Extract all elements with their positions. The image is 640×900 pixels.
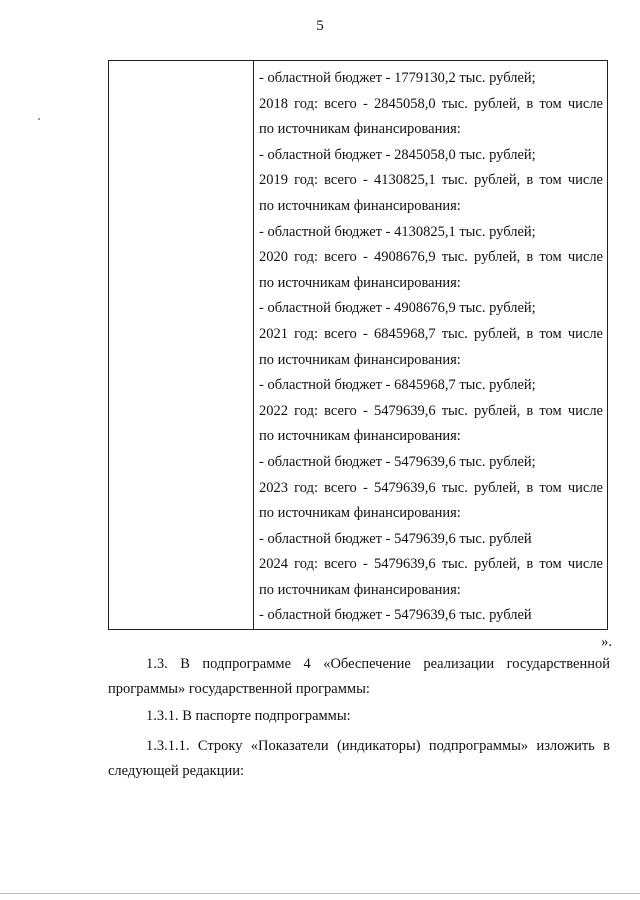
financing-table xyxy=(108,60,608,630)
scan-artifact xyxy=(38,118,40,120)
paragraph-1-3-1-1 xyxy=(108,734,610,784)
financing-line: по источникам финансирования: xyxy=(259,581,461,598)
paragraph-1-3-1 xyxy=(108,704,610,729)
paragraph-line: 1.3.1.1. Строку «Показатели (индикаторы) подпрограммы» изложить в xyxy=(146,738,610,754)
financing-line: - областной бюджет - 1779130,2 тыс. рублей; xyxy=(259,70,536,86)
financing-line: - областной бюджет - 2845058,0 тыс. рублей; xyxy=(259,146,536,163)
page-number: 5 xyxy=(316,18,324,34)
financing-line: по источникам финансирования: xyxy=(259,351,461,368)
financing-line: 2021 год: всего - 6845968,7 тыс. рублей, в том числе xyxy=(259,325,603,342)
financing-line: по источникам финансирования: xyxy=(259,121,461,138)
financing-line: по источникам финансирования: xyxy=(259,428,461,445)
financing-line: по источникам финансирования: xyxy=(259,505,461,522)
financing-line: 2024 год: всего - 5479639,6 тыс. рублей, в том числе xyxy=(259,556,603,573)
financing-line: по источникам финансирования: xyxy=(259,197,461,214)
financing-line: - областной бюджет - 4130825,1 тыс. рублей; xyxy=(259,223,536,240)
paragraph-line: следующей редакции: xyxy=(108,763,245,779)
paragraph-line: 1.3. В подпрограмме 4 «Обеспечение реализации государственной xyxy=(146,656,610,672)
financing-line: - областной бюджет - 5479639,6 тыс. рублей; xyxy=(259,453,536,470)
financing-line: - областной бюджет - 5479639,6 тыс. рублей xyxy=(259,607,532,624)
paragraph-line: программы» государственной программы: xyxy=(108,681,370,697)
financing-line: 2022 год: всего - 5479639,6 тыс. рублей, в том числе xyxy=(259,402,603,419)
page-bottom-edge xyxy=(0,893,640,894)
financing-line: 2023 год: всего - 5479639,6 тыс. рублей, в том числе xyxy=(259,479,603,496)
financing-line: - областной бюджет - 6845968,7 тыс. рублей; xyxy=(259,377,536,394)
financing-line: - областной бюджет - 4908676,9 тыс. рублей; xyxy=(259,300,536,317)
financing-line: по источникам финансирования: xyxy=(259,274,461,291)
financing-line: 2018 год: всего - 2845058,0 тыс. рублей, в том числе xyxy=(259,95,603,112)
financing-line: 2020 год: всего - 4908676,9 тыс. рублей, в том числе xyxy=(259,249,603,266)
table-column-divider xyxy=(253,61,254,629)
financing-line: - областной бюджет - 5479639,6 тыс. рублей xyxy=(259,530,532,547)
closing-quote: ». xyxy=(601,634,612,650)
financing-line: 2019 год: всего - 4130825,1 тыс. рублей, в том числе xyxy=(259,172,603,189)
paragraph-line: 1.3.1. В паспорте подпрограммы: xyxy=(146,708,351,724)
financing-cell xyxy=(259,66,603,629)
paragraph-1-3 xyxy=(108,652,610,702)
